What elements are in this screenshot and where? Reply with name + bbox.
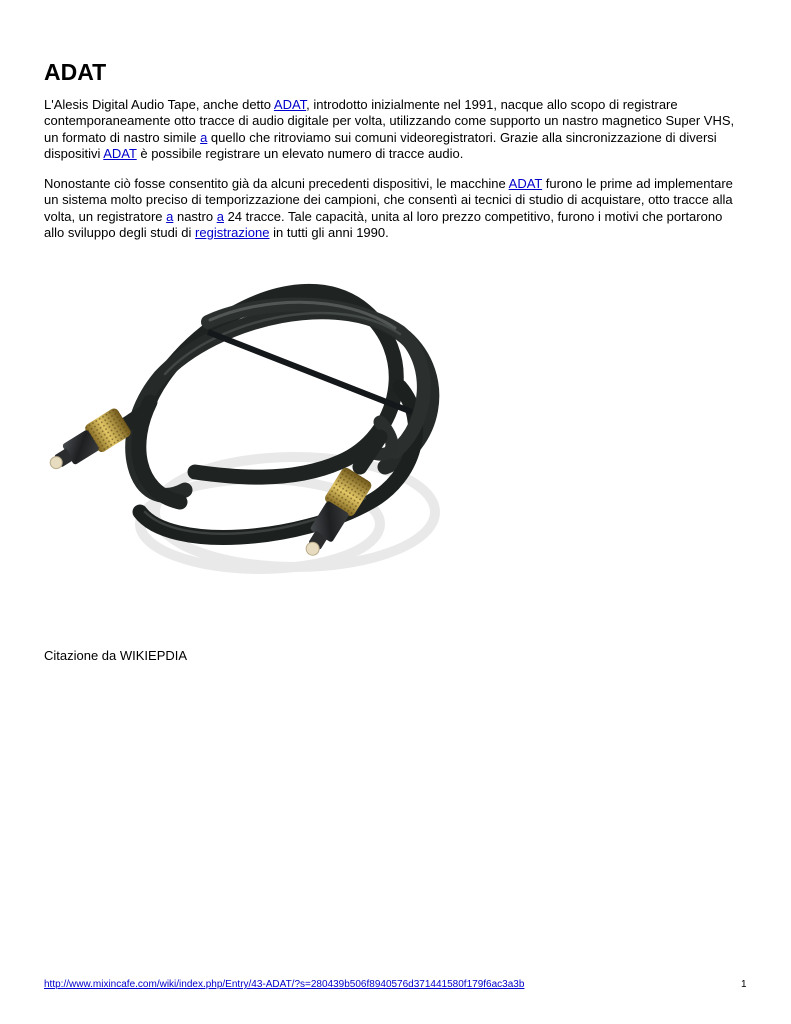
paragraph-intro: [44, 97, 744, 162]
inline-link-adat[interactable]: ADAT: [273, 97, 307, 112]
paragraph-text: , introdotto inizialmente nel 1991, nacque allo scopo di registrare contemporaneamente otto tracce di audio digitale per volta, utilizzando come supporto un nastro magnetico Super VHS, un formato di nastro simile: [44, 97, 735, 145]
paragraph-text: nastro: [173, 208, 217, 224]
page-number: 1: [741, 979, 747, 990]
inline-link-adat[interactable]: ADAT: [103, 145, 137, 161]
paragraph-text: 24 tracce. Tale capacità, unita al loro prezzo competitivo, furono i motivi che portarono allo sviluppo degli studi di: [44, 208, 723, 240]
inline-link-registrazione[interactable]: registrazione: [195, 224, 270, 240]
paragraph-text: quello che ritroviamo sui comuni videoregistratori. Grazie alla sincronizzazione di diversi dispositivi: [44, 129, 717, 161]
inline-link-adat[interactable]: ADAT: [508, 176, 543, 191]
page-title: ADAT: [44, 59, 107, 85]
footer-source-link[interactable]: http://www.mixincafe.com/wiki/index.php/Entry/43-ADAT/?s=280439b506f8940576d371441580f179f6ac3a3b: [44, 979, 525, 990]
paragraph-text: L'Alesis Digital Audio Tape, anche detto: [44, 97, 274, 112]
cable-coil: [133, 291, 432, 537]
paragraph-text: in tutti gli anni 1990.: [269, 224, 389, 240]
inline-link-a[interactable]: a: [216, 208, 224, 224]
caption: Citazione da WIKIEPDIA: [44, 648, 188, 663]
paragraph-text: è possibile registrare un elevato numero di tracce audio.: [136, 145, 464, 161]
paragraph-text: Nonostante ciò fosse consentito già da alcuni precedenti dispositivi, le macchine: [44, 176, 509, 191]
optical-cable-photo: [40, 262, 440, 607]
paragraph-text: furono le prime ad implementare un sistema molto preciso di temporizzazione dei campioni, che consentì ai tecnici di studio di acquistare, otto tracce alla volta, un registratore: [44, 176, 733, 224]
inline-link-a[interactable]: a: [200, 129, 208, 145]
paragraph-history: [44, 176, 744, 241]
inline-link-a[interactable]: a: [166, 208, 174, 224]
